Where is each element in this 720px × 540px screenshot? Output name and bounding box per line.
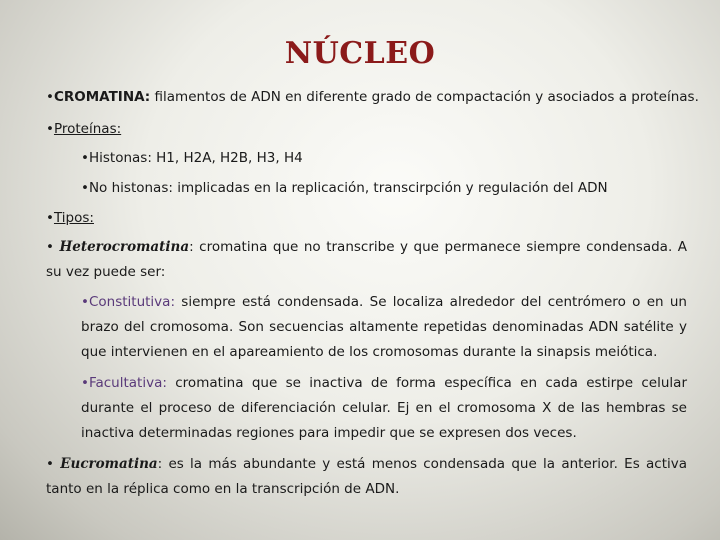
proteinas-heading bbox=[46, 121, 121, 137]
constitutiva-term: •Constitutiva: bbox=[81, 294, 175, 310]
no-histonas-item: •No histonas: implicadas en la replicación, transcirpción y regulación del ADN bbox=[81, 180, 608, 196]
bullet: • bbox=[46, 456, 61, 472]
facultativa-term: •Facultativa: bbox=[81, 375, 167, 391]
page-title: NÚCLEO bbox=[284, 36, 436, 71]
bullet: • bbox=[46, 210, 54, 226]
eucromatina-term: Eucromatina bbox=[60, 456, 158, 472]
constitutiva-paragraph bbox=[81, 290, 687, 365]
tipos-heading bbox=[46, 210, 94, 226]
heterocromatina-paragraph bbox=[46, 235, 687, 285]
facultativa-text: cromatina que se inactiva de forma específica en cada estirpe celular durante el proceso de diferenciación celular. Ej en el cromosoma X de las hembras se inactiva determinadas regiones para impedir que se expresen dos veces. bbox=[81, 375, 687, 441]
eucromatina-paragraph bbox=[46, 452, 687, 502]
bullet: • bbox=[46, 121, 54, 137]
bullet: • bbox=[46, 239, 60, 255]
facultativa-paragraph bbox=[81, 371, 687, 446]
cromatina-text: filamentos de ADN en diferente grado de compactación y asociados a proteínas. bbox=[150, 89, 699, 105]
eucromatina-text: : es la más abundante y está menos condensada que la anterior. Es activa tanto en la réplica como en la transcripción de ADN. bbox=[46, 456, 687, 497]
bullet: • bbox=[46, 89, 54, 105]
heterocromatina-text: : cromatina que no transcribe y que permanece siempre condensada. A su vez puede ser: bbox=[46, 239, 688, 280]
histonas-item: •Histonas: H1, H2A, H2B, H3, H4 bbox=[81, 150, 303, 166]
heterocromatina-term: Heterocromatina bbox=[59, 239, 190, 255]
tipos-heading-text: Tipos: bbox=[53, 210, 94, 226]
cromatina-term: CROMATINA: bbox=[53, 89, 151, 105]
constitutiva-text: siempre está condensada. Se localiza alrededor del centrómero o en un brazo del cromosoma. Son secuencias altamente repetidas denominadas ADN satélite y que intervienen en el apareamiento de los cromosomas durante la sinapsis meiótica. bbox=[81, 294, 687, 360]
cromatina-definition bbox=[46, 89, 699, 105]
proteinas-heading-text: Proteínas: bbox=[53, 121, 122, 137]
